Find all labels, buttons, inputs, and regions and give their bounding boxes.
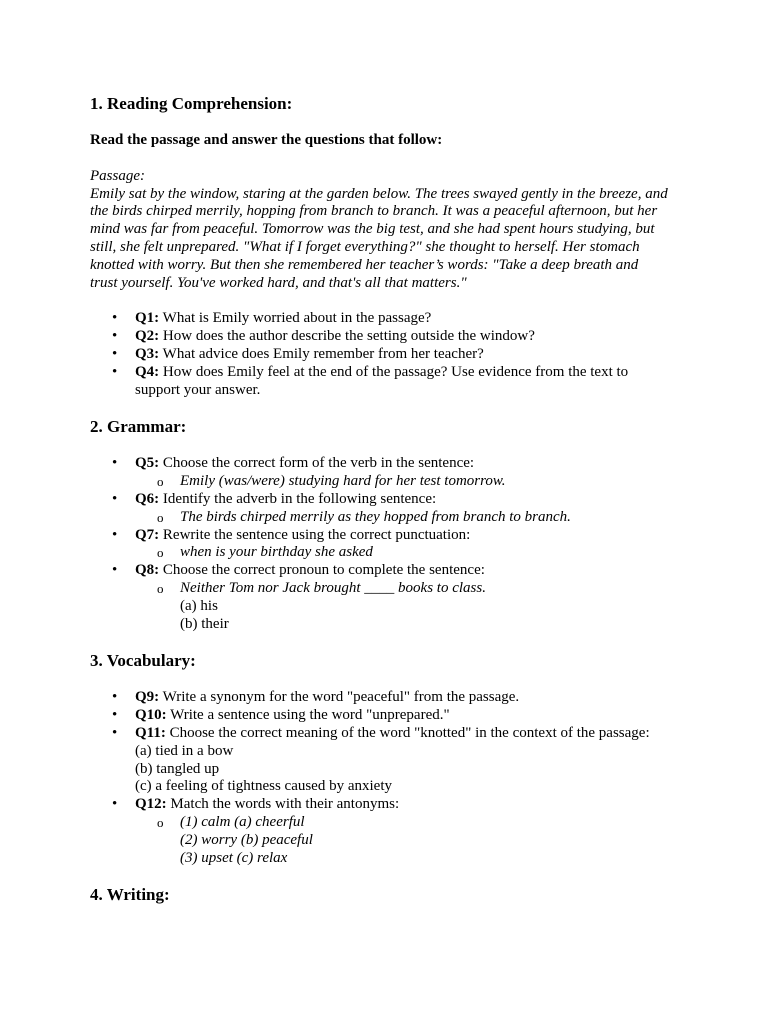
question-text: Identify the adverb in the following sentence: <box>162 490 437 507</box>
sub-item <box>90 544 690 562</box>
question-number: Q7: <box>135 526 160 543</box>
bullet-icon: • <box>112 363 118 380</box>
answer-option: (a) tied in a bow <box>135 742 234 759</box>
bullet-icon: • <box>112 310 118 327</box>
example-sentence: The birds chirped merrily as they hopped from branch to branch. <box>180 508 571 525</box>
question-sublist <box>90 580 690 633</box>
grammar-question-list <box>90 455 690 633</box>
section-heading-writing: 4. Writing: <box>90 885 170 905</box>
question-sublist <box>90 509 690 527</box>
question-text: Rewrite the sentence using the correct punctuation: <box>162 526 471 543</box>
question-item <box>90 527 690 563</box>
passage-label: Passage: <box>90 167 145 184</box>
question-number: Q6: <box>135 490 160 507</box>
question-item <box>90 328 690 346</box>
question-sublist <box>90 544 690 562</box>
bullet-icon: • <box>112 724 118 741</box>
question-number: Q4: <box>135 363 160 380</box>
example-sentence: Emily (was/were) studying hard for her test tomorrow. <box>180 473 506 490</box>
question-text: What advice does Emily remember from her teacher? <box>162 345 484 362</box>
bullet-icon: • <box>112 562 118 579</box>
question-item <box>90 310 690 328</box>
question-text: Choose the correct form of the verb in the sentence: <box>162 455 475 472</box>
question-item <box>90 725 690 796</box>
question-sublist <box>90 473 690 491</box>
passage-line: still, she felt unprepared. "What if I forget everything?" she thought to herself. Her stomach <box>90 238 640 255</box>
bullet-icon: • <box>112 455 118 472</box>
sub-bullet-icon: o <box>157 814 164 830</box>
question-number: Q8: <box>135 562 160 579</box>
question-text: How does the author describe the setting outside the window? <box>162 328 535 345</box>
question-number: Q10: <box>135 707 167 724</box>
question-number: Q9: <box>135 689 160 706</box>
question-number: Q11: <box>135 724 166 741</box>
question-text: Choose the correct meaning of the word "knotted" in the context of the passage: <box>169 724 650 741</box>
answer-option: (b) their <box>180 615 229 632</box>
answer-option: (c) a feeling of tightness caused by anxiety <box>135 778 392 795</box>
answer-option: (b) tangled up <box>135 760 220 777</box>
sub-bullet-icon: o <box>157 474 164 490</box>
bullet-icon: • <box>112 328 118 345</box>
question-item <box>90 364 690 400</box>
question-text: Match the words with their antonyms: <box>170 796 400 813</box>
question-text-continued: support your answer. <box>135 381 261 398</box>
example-sentence: Neither Tom nor Jack brought ____ books to class. <box>180 579 486 596</box>
example-sentence: when is your birthday she asked <box>180 544 373 561</box>
sub-item <box>90 473 690 491</box>
question-text: Choose the correct pronoun to complete the sentence: <box>162 562 485 579</box>
matching-line: (2) worry (b) peaceful <box>180 831 313 848</box>
bullet-icon: • <box>112 707 118 724</box>
passage-line: trust yourself. You've worked hard, and that's all that matters." <box>90 274 467 291</box>
sub-item <box>90 814 690 867</box>
passage-line: mind was far from peaceful. Tomorrow was the big test, and she had spent hours studying, but <box>90 221 655 238</box>
bullet-icon: • <box>112 796 118 813</box>
sub-item <box>90 580 690 633</box>
question-sublist <box>90 814 690 867</box>
sub-bullet-icon: o <box>157 509 164 525</box>
question-text: Write a sentence using the word "unprepared." <box>170 707 450 724</box>
question-item <box>90 491 690 527</box>
question-text: What is Emily worried about in the passage? <box>162 310 432 327</box>
question-number: Q2: <box>135 328 160 345</box>
sub-bullet-icon: o <box>157 580 164 596</box>
section-heading-vocabulary: 3. Vocabulary: <box>90 651 196 671</box>
sub-bullet-icon: o <box>157 545 164 561</box>
matching-line: (1) calm (a) cheerful <box>180 813 305 830</box>
question-item <box>90 455 690 491</box>
passage-text <box>90 186 690 293</box>
answer-option: (a) his <box>180 597 218 614</box>
vocabulary-question-list <box>90 689 690 867</box>
matching-line: (3) upset (c) relax <box>180 849 288 866</box>
question-item <box>90 689 690 707</box>
passage-line: knotted with worry. But then she remembered her teacher’s words: "Take a deep breath and <box>90 256 639 273</box>
section-heading-grammar: 2. Grammar: <box>90 417 187 437</box>
bullet-icon: • <box>112 526 118 543</box>
question-number: Q3: <box>135 345 160 362</box>
bullet-icon: • <box>112 689 118 706</box>
question-text: How does Emily feel at the end of the passage? Use evidence from the text to <box>162 363 629 380</box>
question-item <box>90 796 690 867</box>
question-number: Q5: <box>135 455 160 472</box>
bullet-icon: • <box>112 345 118 362</box>
bullet-icon: • <box>112 490 118 507</box>
reading-instruction: Read the passage and answer the questions that follow: <box>90 132 443 148</box>
reading-question-list <box>90 310 690 399</box>
sub-item <box>90 509 690 527</box>
passage-line: Emily sat by the window, staring at the garden below. The trees swayed gently in the breeze, and <box>90 185 668 202</box>
question-text: Write a synonym for the word "peaceful" from the passage. <box>162 689 520 706</box>
question-number: Q12: <box>135 796 167 813</box>
question-item <box>90 346 690 364</box>
question-number: Q1: <box>135 310 160 327</box>
passage-line: the birds chirped merrily, hopping from branch to branch. It was a peaceful afternoon, but her <box>90 203 658 220</box>
question-item <box>90 707 690 725</box>
section-heading-reading: 1. Reading Comprehension: <box>90 94 293 113</box>
worksheet-page <box>90 94 690 905</box>
question-item <box>90 562 690 633</box>
